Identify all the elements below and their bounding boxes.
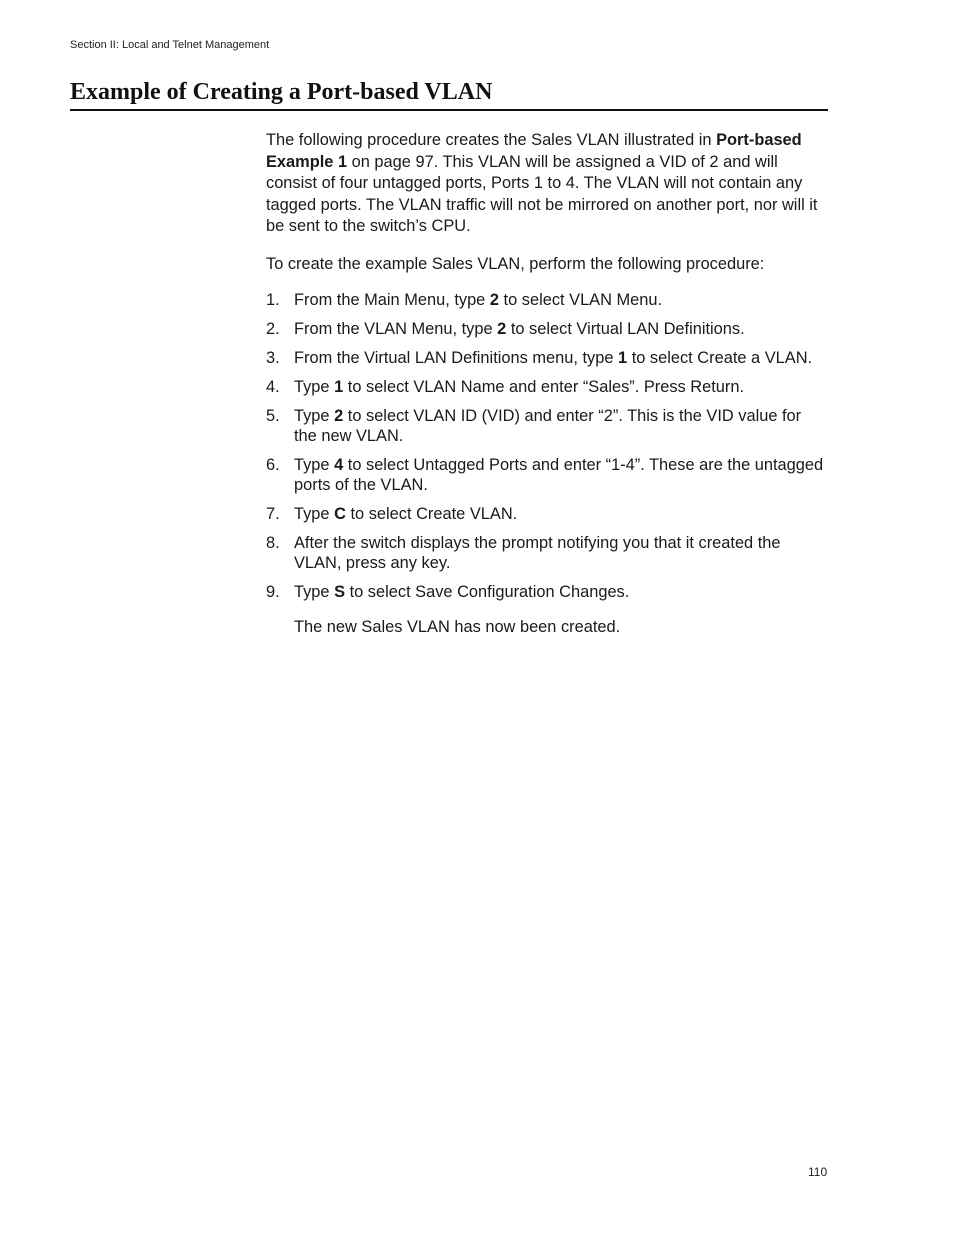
step-text-before: Type: [294, 505, 335, 524]
step-text-before: Type: [294, 378, 335, 397]
step-number: 1.: [266, 291, 280, 310]
step-item: [266, 582, 828, 602]
step-key: C: [334, 505, 346, 524]
intro-text-before: The following procedure creates the Sales VLAN illustrated in: [266, 131, 717, 149]
step-item: [266, 319, 828, 339]
title-rule: [70, 109, 828, 111]
step-text-after: to select VLAN ID (VID) and enter “2”. This is the VID value for the new VLAN.: [294, 407, 802, 446]
step-text: [294, 290, 828, 310]
step-text: [294, 455, 828, 495]
step-text-before: Type: [294, 407, 335, 426]
step-item: [266, 290, 828, 310]
step-text-after: to select Untagged Ports and enter “1-4”. These are the untagged ports of the VLAN.: [294, 456, 824, 495]
step-key: 1: [618, 349, 628, 368]
step-text-before: Type: [294, 583, 335, 602]
step-text-before: From the VLAN Menu, type: [294, 320, 498, 339]
step-key: 1: [334, 378, 344, 397]
step-text: [294, 377, 828, 397]
page-title: Example of Creating a Port-based VLAN: [70, 79, 493, 105]
step-text-after: to select Create a VLAN.: [627, 349, 813, 368]
step-text: [294, 348, 828, 368]
step-text: [294, 406, 828, 446]
step-number: 4.: [266, 378, 280, 397]
intro-paragraph: [266, 130, 828, 238]
step-text-after: to select VLAN Name and enter “Sales”. Press Return.: [343, 378, 745, 397]
step-item: [266, 406, 828, 446]
step-number: 5.: [266, 407, 280, 426]
step-item: [266, 348, 828, 368]
step-key: 2: [334, 407, 344, 426]
step-number: 9.: [266, 583, 280, 602]
step-text-before: Type: [294, 456, 335, 475]
step-text: [294, 504, 828, 524]
step-text-after: to select Virtual LAN Definitions.: [506, 320, 745, 339]
step-text: [294, 319, 828, 339]
step-text-before: From the Virtual LAN Definitions menu, type: [294, 349, 619, 368]
page-number: 110: [808, 1165, 828, 1179]
step-key: 4: [334, 456, 344, 475]
step-text: [294, 533, 828, 573]
step-item: [266, 455, 828, 495]
step-key: 2: [489, 291, 499, 310]
step-text-after: to select Create VLAN.: [345, 505, 518, 524]
step-item: [266, 504, 828, 524]
step-number: 6.: [266, 456, 280, 475]
step-key: 2: [497, 320, 507, 339]
step-text-before: After the switch displays the prompt notifying you that it created the VLAN, press any key.: [294, 534, 781, 573]
step-text: [294, 582, 828, 602]
step-item: [266, 377, 828, 397]
step-number: 8.: [266, 534, 280, 553]
running-header: Section II: Local and Telnet Management: [70, 39, 270, 51]
closing-note: The new Sales VLAN has now been created.: [294, 618, 621, 637]
step-text-after: to select Save Configuration Changes.: [345, 583, 630, 602]
step-text-after: to select VLAN Menu.: [498, 291, 663, 310]
lead-in-paragraph: To create the example Sales VLAN, perform the following procedure:: [266, 255, 765, 274]
step-number: 7.: [266, 505, 280, 524]
procedure-steps: [266, 290, 828, 602]
step-number: 3.: [266, 349, 280, 368]
cross-reference-link[interactable]: Port-based Example 1: [266, 131, 802, 171]
step-item: [266, 533, 828, 573]
step-text-before: From the Main Menu, type: [294, 291, 490, 310]
step-key: S: [334, 583, 346, 602]
body-text: [266, 130, 828, 639]
step-number: 2.: [266, 320, 280, 339]
intro-text-after: on page 97. This VLAN will be assigned a VID of 2 and will consist of four untagged ports, Ports 1 to 4. The VLAN will not contain any tagged ports. The VLAN traffic will not be mirrored on another port, nor will it be sent to the switch’s CPU.: [266, 152, 818, 236]
